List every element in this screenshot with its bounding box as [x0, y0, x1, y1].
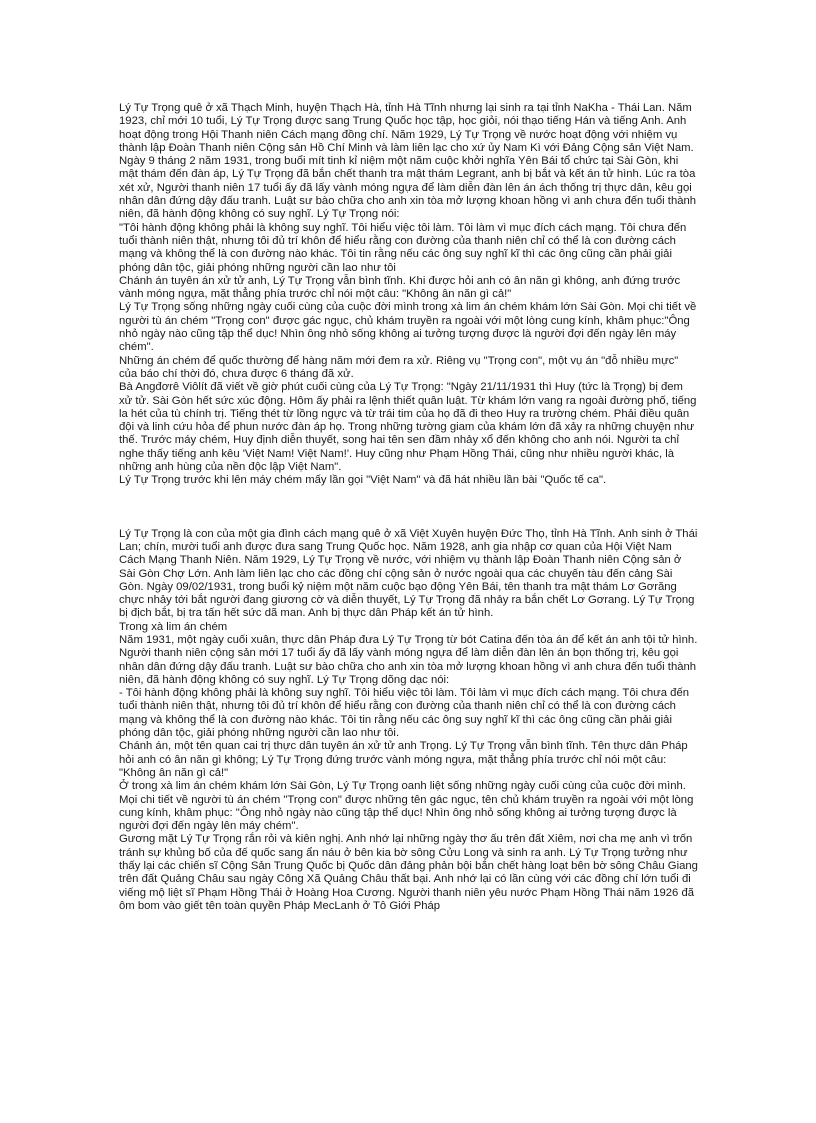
paragraph: Ở trong xà lim án chém khám lớn Sài Gòn, Lý Tự Trọng oanh liệt sống những ngày cuối cùng của cuộc đời mình. Mọi chi tiết về người tù án chém "Trọng con" được những tên gác ngục, tên chủ khám truyền ra ngoài với một lòng cung kính, khâm phục: "Ông nhỏ ngày nào cũng tập thể dục! Nhìn ông nhỏ sống không ai tưởng tượng được là người đợi đến ngày lên máy chém".: [119, 780, 694, 833]
paragraph: Những án chém để quốc thường để hàng năm mới đem ra xử. Riêng vụ "Trọng con", một vụ án "đỗ nhiều mực" của báo chí thời đó, chưa được 6 tháng đã xử.: [119, 354, 679, 380]
paragraph: Gương mặt Lý Tự Trọng rắn rỏi và kiên nghị. Anh nhớ lại những ngày thơ ấu trên đất Xiêm, nơi cha mẹ anh vì trốn tránh sự khủng bố của đế quốc sang ẩn náu ở bên kia bờ sông Cửu Long và sinh ra anh. Lý Tự Trọng tưởng như thấy lại các chiến sĩ Cộng Sản Trung Quốc bị Quốc dân đảng phản bội bắn chết hàng loạt bên bờ sông Châu Giang trên đất Quảng Châu sau ngày Công Xã Quảng Châu thất bại. Anh nhớ lại có lần cùng với các đồng chí lớn tuổi đi viếng mộ liệt sĩ Phạm Hồng Thái ở Hoàng Hoa Cương. Người thanh niên yêu nước Phạm Hồng Thái năm 1926 đã ôm bom vào giết tên toàn quyền Pháp MecLanh ở Tô Giới Pháp: [119, 833, 698, 912]
section-gap: [119, 488, 699, 528]
paragraph: "Tôi hành động không phải là không suy nghĩ. Tôi hiểu việc tôi làm. Tôi làm vì mục đích cách mạng. Tôi chưa đến tuổi thành niên thật, nhưng tôi đủ trí khôn để hiểu rằng con đường của thanh niên chỉ có thể là con đường cách mạng và không thể là con đường nào khác. Tôi tin rằng nếu các ông suy nghĩ kĩ thì các ông cũng cần phải giải phóng dân tộc, giải phóng những người cần lao như tôi: [119, 221, 687, 274]
paragraph: Lý Tự Trọng trước khi lên máy chém mấy lần gọi "Việt Nam" và đã hát nhiều lần bài "Quốc tế ca".: [119, 474, 607, 487]
paragraph: - Tôi hành động không phải là không suy nghĩ. Tôi hiểu việc tôi làm. Tôi làm vì mục đích cách mạng. Tôi chưa đến tuổi thành niên thật, nhưng tôi đủ trí khôn để hiểu rằng con đường của thanh niên chỉ có thể là con đường cách mạng và không thể là con đường nào khác. Tôi tin rằng nếu các ông suy nghĩ kĩ thì các ông cũng cần phải giải phóng dân tộc, giải phóng những người cần lao như tôi.: [119, 687, 690, 740]
paragraph: Năm 1931, một ngày cuối xuân, thực dân Pháp đưa Lý Tự Trọng từ bót Catina đến tòa án để kết án anh tội tử hình. Người thanh niên cộng sản mới 17 tuổi ấy đã lấy vành móng ngựa để làm diễn đàn lên án bọn thống trị, kêu gọi nhân dân đứng dậy đấu tranh. Luật sư bào chữa cho anh xin tòa mở lượng khoan hồng vì anh chưa đến tuổi thành niên, đã hành động không có suy nghĩ. Lý Tự Trọng dõng dạc nói:: [119, 633, 698, 686]
paragraph: Lý Tự Trọng quê ở xã Thạch Minh, huyện Thạch Hà, tỉnh Hà Tĩnh nhưng lại sinh ra tại tỉnh NaKha - Thái Lan. Năm 1923, chỉ mới 10 tuổi, Lý Tự Trọng được sang Trung Quốc học tập, học giỏi, nói thạo tiếng Hán và tiếng Anh. Anh hoạt động trong Hội Thanh niên Cách mạng đồng chí. Năm 1929, Lý Tự Trọng về nước hoạt động với nhiệm vụ thành lập Đoàn Thanh niên Cộng sản Hồ Chí Minh và làm liên lạc cho xứ ủy Nam Kì với Đảng Cộng sản Việt Nam.: [119, 102, 694, 154]
paragraph: Chánh án tuyên án xử tử anh, Lý Tự Trọng vẫn bình tĩnh. Khi được hỏi anh có ân năn gì không, anh đứng trước vành móng ngựa, mặt thẳng phía trước chỉ nói một câu: "Không ân năn gì cả!": [119, 274, 681, 301]
paragraph: Lý Tự Trọng là con của một gia đình cách mạng quê ở xã Việt Xuyên huyện Đức Thọ, tỉnh Hà Tĩnh. Anh sinh ở Thái Lan; chín, mười tuổi anh được đưa sang Trung Quốc học. Năm 1928, anh gia nhập cơ quan của Hội Việt Nam Cách Mạng Thanh Niên. Năm 1929, Lý Tự Trọng về nước, với nhiệm vụ thành lập Đoàn Thanh niên Cộng sản ở Sài Gòn Chợ Lớn. Anh làm liên lạc cho các đồng chí cộng sản ở nước ngoài qua các chuyến tàu đến cảng Sài Gòn. Ngày 09/02/1931, trong buổi kỷ niệm một năm cuộc bạo động Yên Bái, tên thanh tra mật thám Lơ Gơrăng chực nhảy tới bắt người đang giương cờ và diễn thuyết, Lý Tự Trọng đã nhảy ra bắn chết Lơ Gơrang. Lý Tự Trọng bị địch bắt, bị tra tấn hết sức dã man. Anh bị thực dân Pháp kết án tử hình.: [119, 527, 698, 620]
paragraph: Ngày 9 tháng 2 năm 1931, trong buổi mít tinh kỉ niệm một năm cuộc khởi nghĩa Yên Bái tổ chức tại Sài Gòn, khi mật thám đến đàn áp, Lý Tự Trọng đã bắn chết thanh tra mật thám Legrant, anh bị bắt và kết án tử hình. Lúc ra tòa xét xử, Người thanh niên 17 tuổi ấy đã lấy vành móng ngựa để làm diễn đàn lên án ách thống trị thực dân, kêu gọi nhân dân đứng dậy đấu tranh. Luật sư bào chữa cho anh xin tòa mở lượng khoan hồng vì anh chưa đến tuổi thành niên, đã hành động không có suy nghĩ. Lý Tự Trọng nói:: [119, 155, 697, 221]
document-page: [119, 102, 699, 913]
paragraph: Bà Angđơrê Viôlít đã viết về giờ phút cuối cùng của Lý Tự Trọng: "Ngày 21/11/1931 thì Huy (tức là Trọng) bị đem xử tử. Sài Gòn hết sức xúc động. Hôm ấy phải ra lệnh thiết quân luật. Từ khám lớn vang ra ngoài đường phố, tiếng la hét của tù chính trị. Tiếng thét từ lồng ngực và từ trái tim của họ đã đi theo Huy ra trường chém. Phải điều quân đội và linh cứu hỏa để phun nước đàn áp họ. Trong những tường giam của khám lớn đã xảy ra những chuyện như thế. Trước máy chém, Huy định diễn thuyết, song hai tên sen đầm nhảy xổ đến không cho anh nói. Người ta chỉ nghe thấy tiếng anh kêu 'Việt Nam! Việt Nam!'. Huy cũng như Phạm Hồng Thái, cũng như nhiều người khác, là những anh hùng của nền độc lập Việt Nam".: [119, 381, 697, 474]
paragraph: Lý Tự Trọng sống những ngày cuối cùng của cuộc đời mình trong xà lim án chém khám lớn Sài Gòn. Mọi chi tiết về người tù án chém "Trọng con" được gác ngục, chủ khám truyền ra ngoài với một lòng cung kính, khâm phục:"Ông nhỏ ngày nào cũng tập thể dục! Nhìn ông nhỏ sống không ai tưởng tượng được là người đợi đến ngày lên máy chém".: [119, 301, 697, 354]
section-1: [119, 102, 699, 488]
section-subheading: Trong xà lim án chém: [119, 620, 228, 633]
paragraph: Chánh án, một tên quan cai trị thực dân tuyên án xử tử anh Trọng. Lý Tự Trọng vẫn bình tĩnh. Tên thực dân Pháp hỏi anh có ân năn gì không; Lý Tự Trọng đứng trước vành móng ngựa, mặt thẳng phía trước chỉ nói một câu: "Không ân năn gì cả!": [119, 740, 688, 779]
section-2: [119, 528, 699, 914]
